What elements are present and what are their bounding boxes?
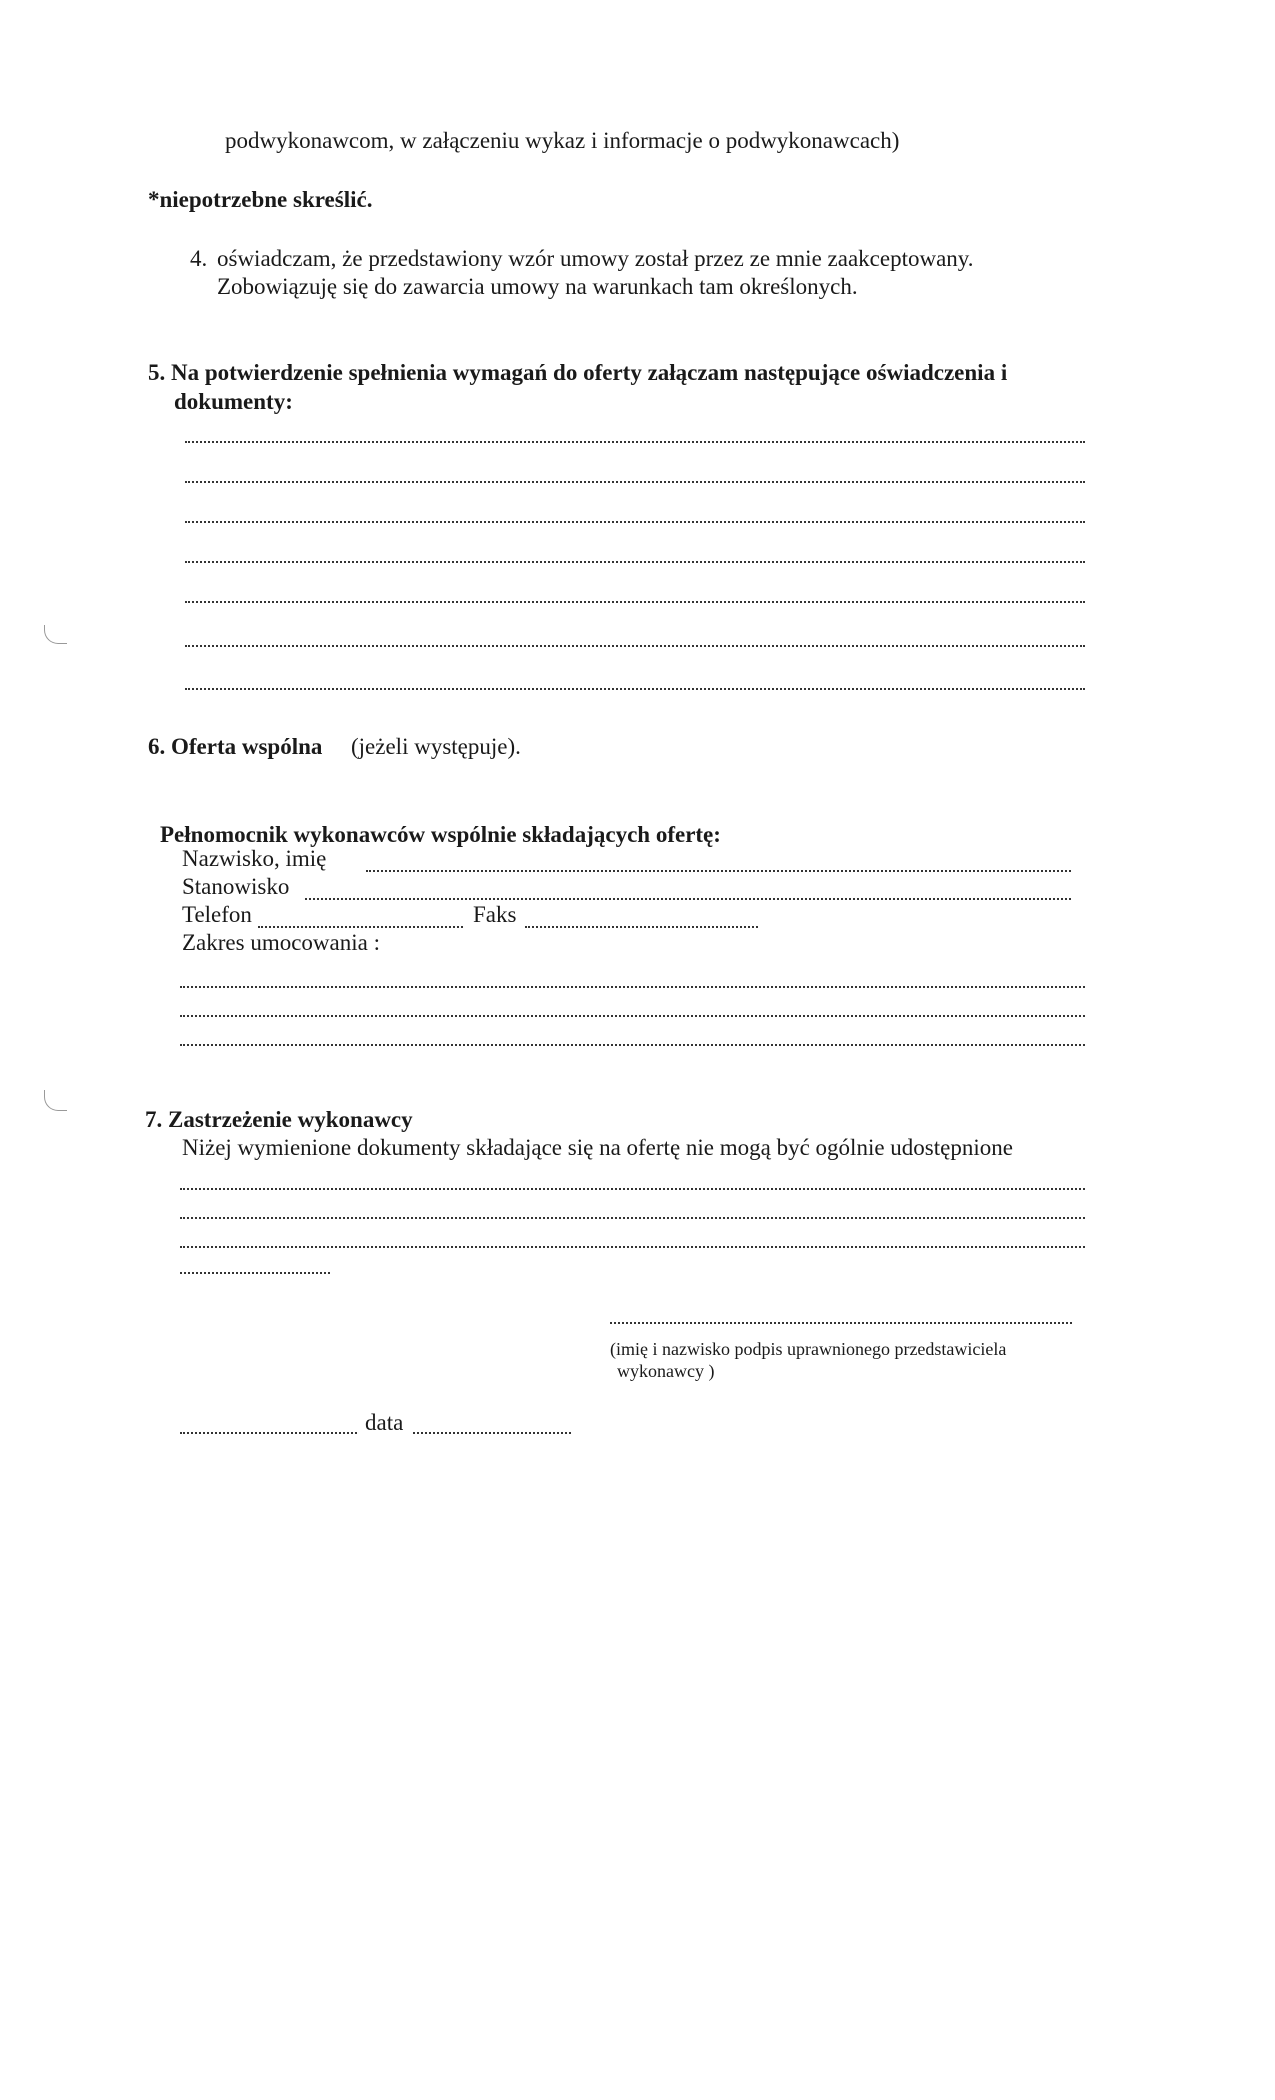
fill-line[interactable]	[185, 645, 1085, 647]
phone-field[interactable]	[258, 926, 463, 928]
scan-margin-mark	[44, 1090, 67, 1111]
restricted-docs-line[interactable]	[180, 1188, 1085, 1190]
section5-heading: 5. Na potwierdzenie spełnienia wymagań do oferty załączam następujące oświadczenia i	[148, 360, 1008, 385]
fill-line[interactable]	[185, 481, 1085, 483]
surname-field[interactable]	[366, 870, 1071, 872]
scope-line[interactable]	[180, 986, 1085, 988]
restricted-docs-line[interactable]	[180, 1272, 330, 1274]
surname-label: Nazwisko, imię	[182, 846, 327, 871]
phone-label: Telefon	[182, 902, 252, 927]
intro-line: podwykonawcom, w załączeniu wykaz i informacje o podwykonawcach)	[225, 128, 900, 153]
position-label: Stanowisko	[182, 874, 290, 899]
scope-line[interactable]	[180, 1044, 1085, 1046]
scan-margin-mark	[44, 625, 67, 644]
item4-line2: Zobowiązuję się do zawarcia umowy na warunkach tam określonych.	[217, 274, 858, 299]
fill-line[interactable]	[185, 561, 1085, 563]
item4-number: 4.	[190, 246, 208, 271]
fill-line[interactable]	[185, 521, 1085, 523]
section7-heading: 7. Zastrzeżenie wykonawcy	[145, 1107, 413, 1132]
fill-line[interactable]	[185, 688, 1085, 690]
date-field[interactable]	[413, 1432, 571, 1434]
fax-label: Faks	[473, 902, 517, 927]
fax-field[interactable]	[525, 926, 758, 928]
fill-line[interactable]	[185, 441, 1085, 443]
item4-line1: oświadczam, że przedstawiony wzór umowy został przez ze mnie zaakceptowany.	[217, 246, 974, 271]
footnote: *niepotrzebne skreślić.	[148, 187, 373, 212]
place-field[interactable]	[180, 1432, 357, 1434]
signature-caption: (imię i nazwisko podpis uprawnionego przedstawiciela	[610, 1339, 1007, 1359]
section7-text: Niżej wymienione dokumenty składające się na ofertę nie mogą być ogólnie udostępnione	[182, 1135, 1013, 1160]
section5-heading-cont: dokumenty:	[174, 389, 293, 414]
position-field[interactable]	[305, 898, 1071, 900]
section6-heading: 6. Oferta wspólna	[148, 734, 323, 759]
scope-label: Zakres umocowania :	[182, 930, 380, 955]
proxy-heading: Pełnomocnik wykonawców wspólnie składających ofertę:	[160, 822, 721, 847]
signature-field[interactable]	[610, 1322, 1072, 1324]
restricted-docs-line[interactable]	[180, 1217, 1085, 1219]
date-label: data	[365, 1410, 404, 1435]
scope-line[interactable]	[180, 1015, 1085, 1017]
restricted-docs-line[interactable]	[180, 1246, 1085, 1248]
fill-line[interactable]	[185, 601, 1085, 603]
signature-caption-cont: wykonawcy )	[617, 1361, 715, 1381]
section6-note: (jeżeli występuje).	[351, 734, 521, 759]
